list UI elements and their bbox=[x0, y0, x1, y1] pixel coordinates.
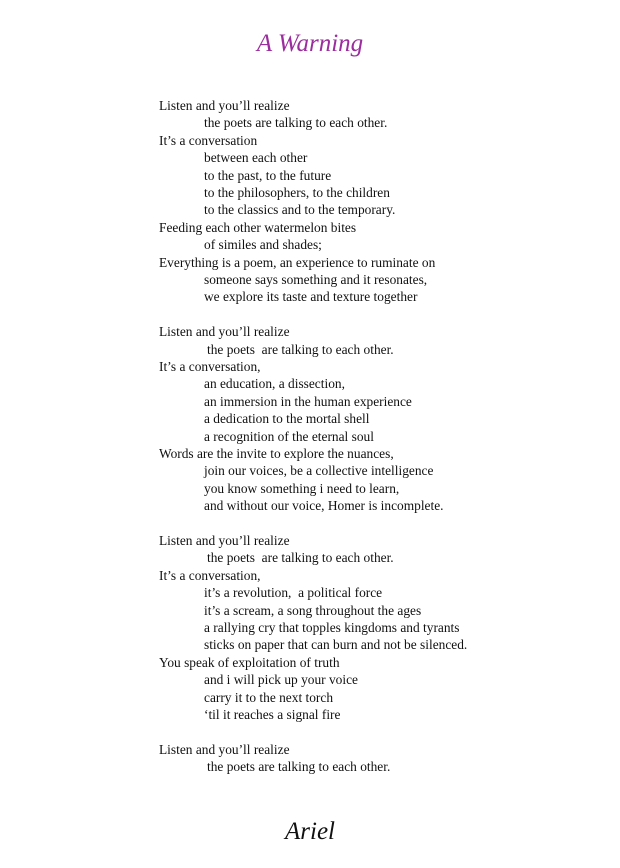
poem-line: to the classics and to the temporary. bbox=[204, 202, 396, 218]
poem-line: of similes and shades; bbox=[204, 237, 322, 253]
poem-line: ‘til it reaches a signal fire bbox=[204, 706, 341, 722]
stanza-3 bbox=[159, 532, 599, 723]
poem-line: It’s a conversation, bbox=[159, 358, 261, 374]
poem-line: carry it to the next torch bbox=[204, 689, 334, 705]
poem-line: you know something i need to learn, bbox=[204, 480, 400, 496]
poem-line: a rallying cry that topples kingdoms and tyrants bbox=[204, 619, 460, 635]
poem-line: You speak of exploitation of truth bbox=[159, 654, 340, 670]
stanza-1 bbox=[159, 97, 599, 306]
author-signature: Ariel bbox=[285, 818, 335, 845]
poem-line: It’s a conversation, bbox=[159, 567, 261, 583]
poem-line: to the past, to the future bbox=[204, 167, 332, 183]
poem-line: It’s a conversation bbox=[159, 132, 258, 148]
poem-line: Listen and you’ll realize bbox=[159, 324, 290, 340]
poem-line: and i will pick up your voice bbox=[204, 672, 358, 688]
poem-line: the poets are talking to each other. bbox=[207, 341, 394, 357]
poem-line: it’s a scream, a song throughout the ages bbox=[204, 602, 422, 618]
poem-line: Listen and you’ll realize bbox=[159, 98, 290, 113]
poem-line: to the philosophers, to the children bbox=[204, 184, 390, 200]
poem-line: it’s a revolution, a political force bbox=[204, 585, 383, 601]
poem-title: A Warning bbox=[256, 30, 364, 57]
stanza-4 bbox=[159, 741, 599, 776]
poem-line: sticks on paper that can burn and not be silenced. bbox=[204, 637, 468, 653]
poem-line: between each other bbox=[204, 150, 308, 166]
poem-line: a recognition of the eternal soul bbox=[204, 428, 374, 444]
poem-line: Words are the invite to explore the nuances, bbox=[159, 445, 394, 461]
poem-line: we explore its taste and texture together bbox=[204, 289, 418, 305]
poem-line: the poets are talking to each other. bbox=[207, 550, 394, 566]
poem-line: Listen and you’ll realize bbox=[159, 532, 290, 548]
poem-body bbox=[159, 97, 599, 793]
poem-line: an immersion in the human experience bbox=[204, 393, 412, 409]
poem-line: Feeding each other watermelon bites bbox=[159, 219, 357, 235]
poem-line: an education, a dissection, bbox=[204, 376, 345, 392]
poem-line: Everything is a poem, an experience to ruminate on bbox=[159, 254, 436, 270]
poem-line: someone says something and it resonates, bbox=[204, 271, 428, 287]
poem-line: a dedication to the mortal shell bbox=[204, 411, 370, 427]
poem-line: the poets are talking to each other. bbox=[207, 759, 391, 775]
poem-line: the poets are talking to each other. bbox=[204, 115, 388, 131]
poem-line: Listen and you’ll realize bbox=[159, 741, 290, 757]
poem-line: join our voices, be a collective intelligence bbox=[204, 463, 434, 479]
poem-line: and without our voice, Homer is incomplete. bbox=[204, 498, 444, 514]
stanza-2 bbox=[159, 323, 599, 514]
